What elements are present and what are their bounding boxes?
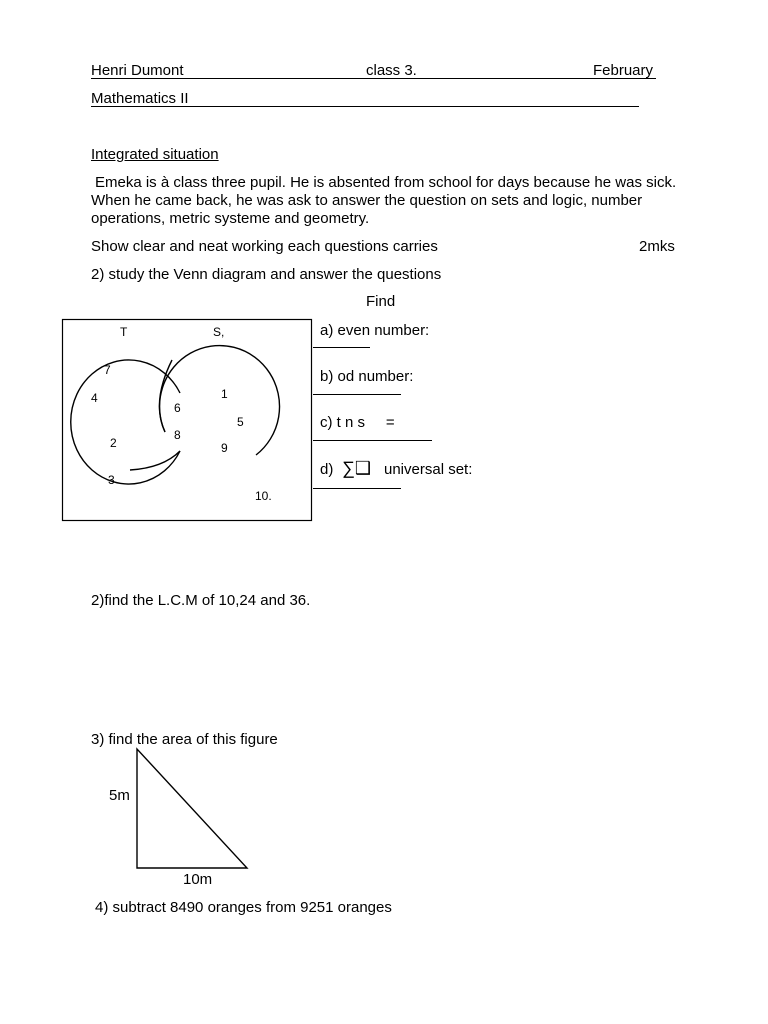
question-3-title: 3) find the area of this figure	[91, 731, 278, 748]
venn-number: 10.	[255, 489, 272, 503]
venn-number: 7	[104, 363, 111, 377]
intro-paragraph: Emeka is à class three pupil. He is absented from school for days because he was sick. When he came back, he was ask to answer the question on sets and logic, number operations, metric systeme and geometry.	[91, 174, 677, 227]
question-4: 4) subtract 8490 oranges from 9251 oranges	[95, 899, 392, 916]
subject-title: Mathematics II	[91, 90, 189, 107]
venn-number: 8	[174, 428, 181, 442]
part-c-label: c) t n s =	[320, 414, 395, 431]
part-d-label: universal set:	[384, 461, 473, 478]
venn-number: 3	[108, 473, 115, 487]
venn-number: 2	[110, 436, 117, 450]
venn-number: 4	[91, 391, 98, 405]
part-b-label: b) od number:	[320, 368, 414, 385]
triangle-shape	[137, 749, 247, 868]
instructions-text: Show clear and neat working each questions carries	[91, 238, 438, 255]
question-1-title: 2) study the Venn diagram and answer the questions	[91, 266, 442, 283]
venn-label-s: S,	[213, 325, 225, 339]
venn-number: 6	[174, 401, 181, 415]
venn-number: 9	[221, 441, 228, 455]
class-label: class 3.	[366, 62, 417, 79]
venn-number: 1	[221, 387, 228, 401]
venn-label-t: T	[120, 325, 128, 339]
part-d-prefix: d)	[320, 461, 334, 478]
marks-label: 2mks	[639, 238, 675, 255]
section-title: Integrated situation	[91, 146, 219, 163]
part-a-label: a) even number:	[320, 322, 430, 339]
student-name: Henri Dumont	[91, 62, 184, 79]
venn-number: 5	[237, 415, 244, 429]
month-label: February	[593, 62, 654, 79]
question-2: 2)find the L.C.M of 10,24 and 36.	[91, 592, 311, 609]
triangle-height-label: 5m	[109, 787, 130, 804]
find-label: Find	[366, 293, 396, 310]
sigma-box-symbols: ∑❑	[342, 458, 371, 478]
triangle-base-label: 10m	[183, 871, 213, 888]
